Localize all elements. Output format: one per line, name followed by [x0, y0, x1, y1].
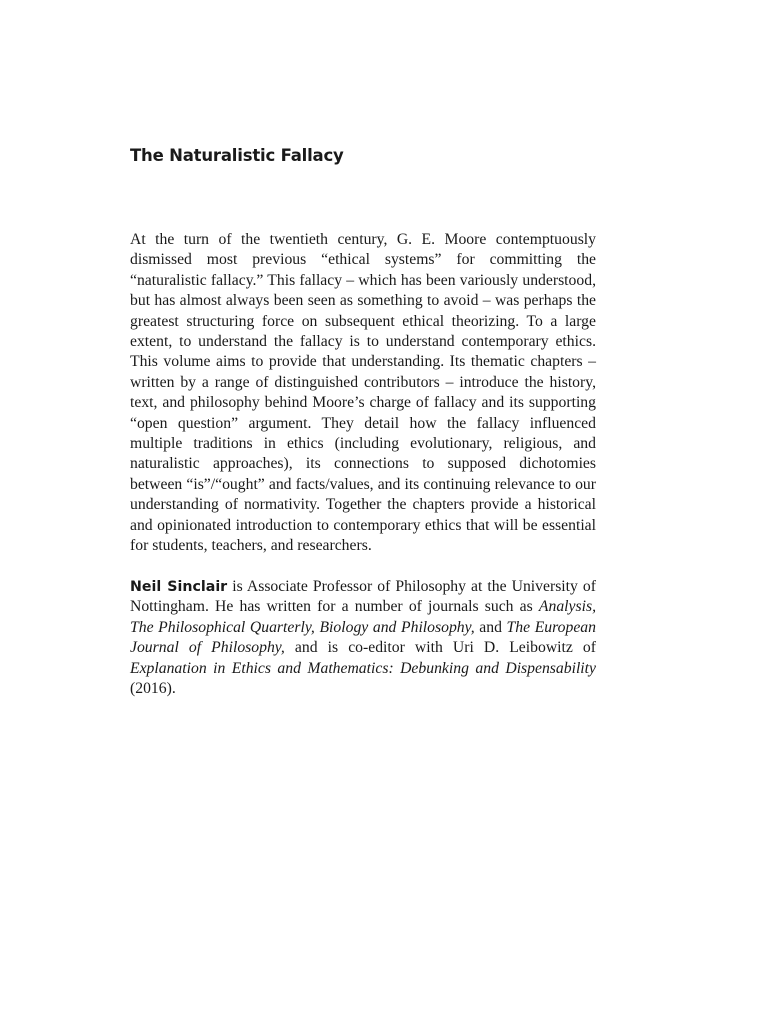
page-title: The Naturalistic Fallacy	[130, 146, 344, 165]
author-bio-text: (2016).	[130, 680, 176, 698]
author-bio	[130, 577, 596, 699]
book-title: Explanation in Ethics and Mathematics: Debunking and Dispensability	[130, 659, 596, 677]
author-bio-text: and is co-editor with Uri D. Leibowitz of	[284, 639, 596, 657]
book-description: At the turn of the twentieth century, G. E. Moore contemptuously dismissed most previous “ethical systems” for committing the “naturalistic fallacy.” This fallacy – which has been variously understood, but has almost always been seen as something to avoid – was perhaps the greatest structuring force on subsequent ethical theorizing. To a large extent, to understand the fallacy is to understand contemporary ethics. This volume aims to provide that understanding. Its thematic chapters – written by a range of distinguished contributors – introduce the history, text, and philosophy behind Moore’s charge of fallacy and its supporting “open question” argument. They detail how the fallacy influenced multiple traditions in ethics (including evolutionary, religious, and naturalistic approaches), its connections to supposed dichotomies between “is”/“ought” and facts/values, and its continuing relevance to our understanding of normativity. Together the chapters provide a historical and opinionated introduction to contemporary ethics that will be essential for students, teachers, and researchers.	[130, 231, 596, 555]
author-name: Neil Sinclair	[130, 579, 228, 595]
journal-titles: Analysis, The Philosophical Quarterly, Biology and Philosophy,	[130, 598, 596, 636]
author-bio-text: is Associate Professor of Philosophy at the University of Nottingham. He has written for a number of journals such as	[130, 578, 596, 616]
journal-title: The European Journal of Philosophy,	[130, 618, 596, 657]
author-bio-text: and	[474, 618, 507, 636]
